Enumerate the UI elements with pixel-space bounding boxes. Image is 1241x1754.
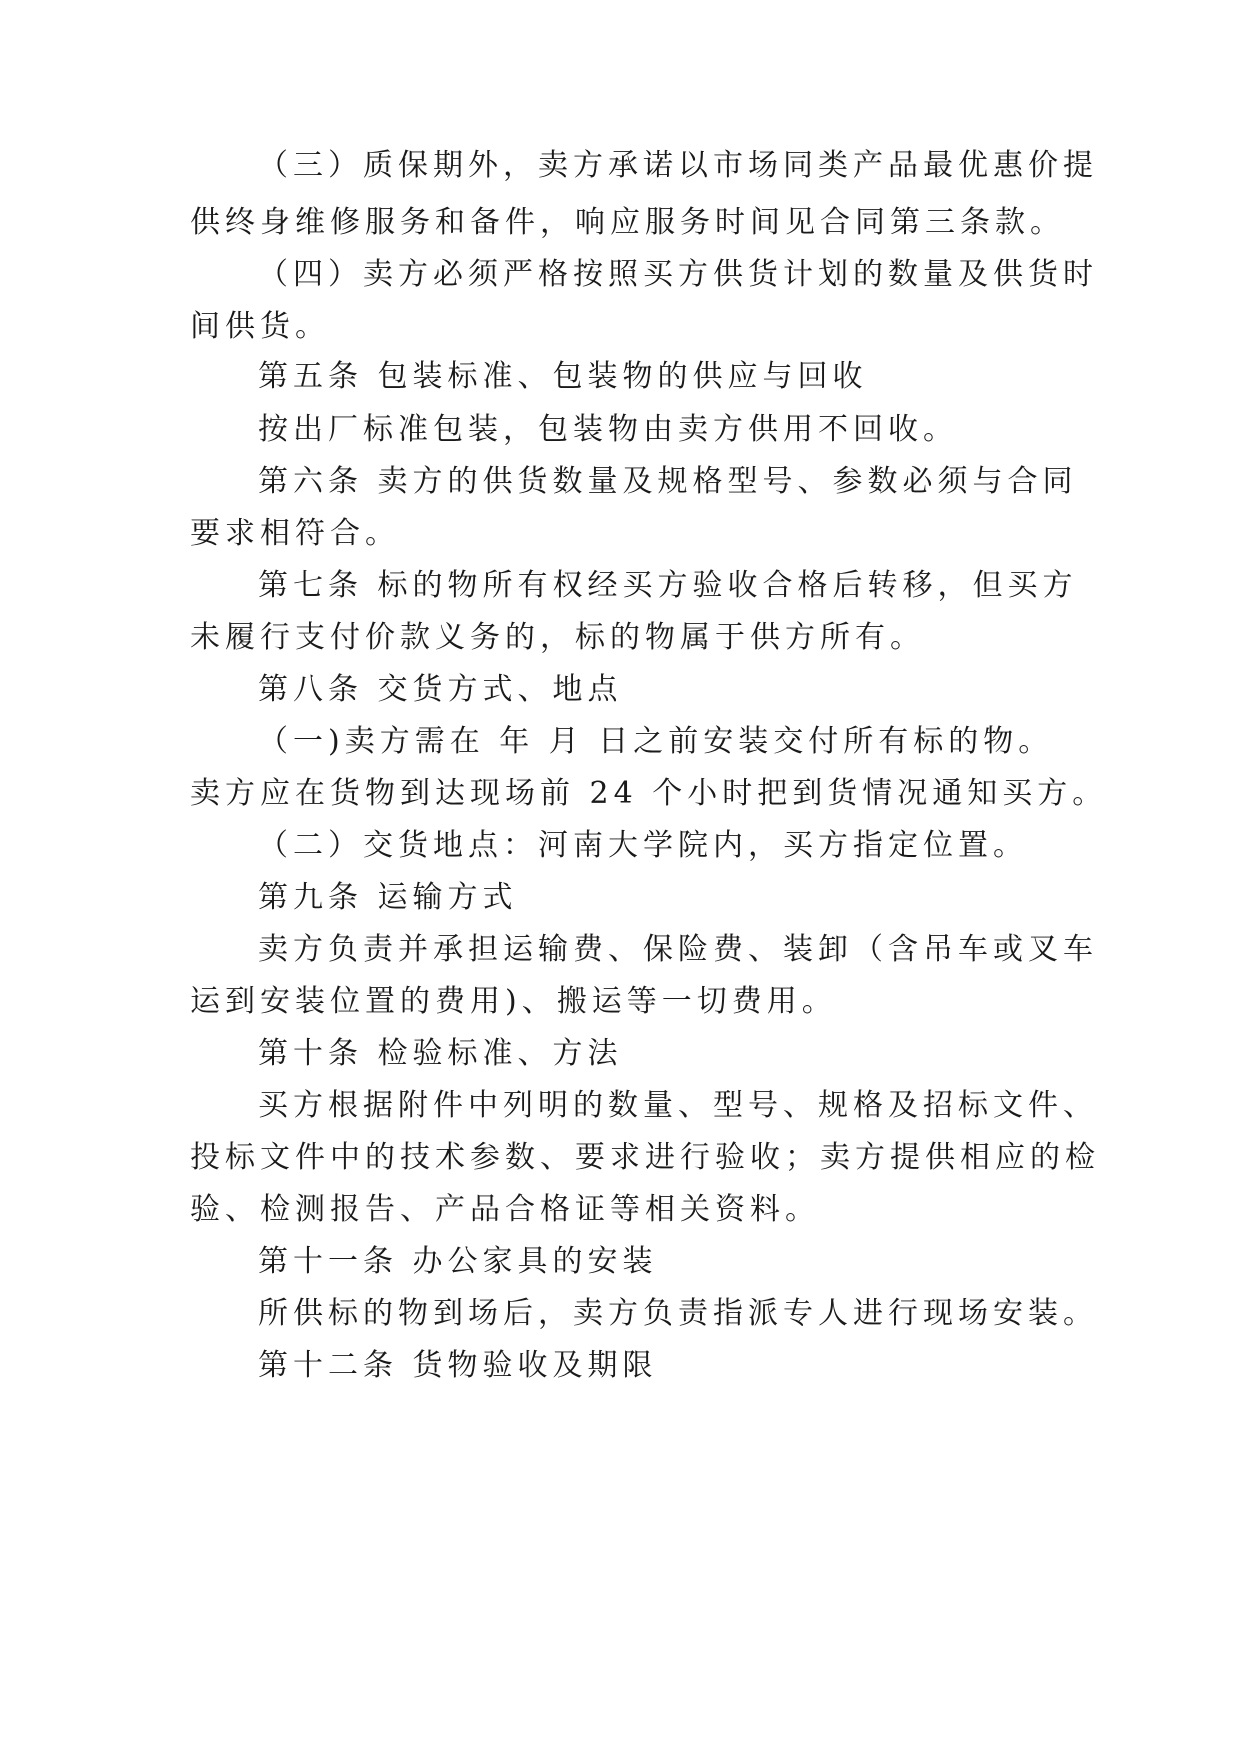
article-5-body: 按出厂标准包装，包装物由卖方供用不回收。 xyxy=(258,412,958,447)
paragraph-warranty-3-line-2: 供终身维修服务和备件，响应服务时间见合同第三条款。 xyxy=(190,205,1065,240)
paragraph-warranty-3-line-1: （三）质保期外，卖方承诺以市场同类产品最优惠价提 xyxy=(258,148,1098,183)
article-7-line-2: 未履行支付价款义务的，标的物属于供方所有。 xyxy=(190,620,925,655)
article-8-item-1-line-1: （一)卖方需在 年 月 日之前安装交付所有标的物。 xyxy=(258,724,1054,759)
article-10-heading: 第十条 检验标准、方法 xyxy=(258,1036,623,1071)
article-8-item-2: （二）交货地点：河南大学院内，买方指定位置。 xyxy=(258,828,1028,863)
article-9-heading: 第九条 运输方式 xyxy=(258,880,518,915)
article-6-line-2: 要求相符合。 xyxy=(190,516,400,551)
article-8-item-1-line-2: 卖方应在货物到达现场前 24 个小时把到货情况通知买方。 xyxy=(190,776,1108,811)
article-9-body-line-2: 运到安装位置的费用)、搬运等一切费用。 xyxy=(190,984,837,1019)
article-12-heading: 第十二条 货物验收及期限 xyxy=(258,1348,658,1383)
article-11-body: 所供标的物到场后，卖方负责指派专人进行现场安装。 xyxy=(258,1296,1098,1331)
article-5-heading: 第五条 包装标准、包装物的供应与回收 xyxy=(258,359,868,394)
paragraph-warranty-4-line-1: （四）卖方必须严格按照买方供货计划的数量及供货时 xyxy=(258,257,1098,292)
article-10-body-line-3: 验、检测报告、产品合格证等相关资料。 xyxy=(190,1192,820,1227)
article-7-line-1: 第七条 标的物所有权经买方验收合格后转移，但买方 xyxy=(258,568,1078,603)
article-10-body-line-1: 买方根据附件中列明的数量、型号、规格及招标文件、 xyxy=(258,1088,1098,1123)
article-10-body-line-2: 投标文件中的技术参数、要求进行验收；卖方提供相应的检 xyxy=(190,1140,1100,1175)
article-11-heading: 第十一条 办公家具的安装 xyxy=(258,1244,658,1279)
paragraph-warranty-4-line-2: 间供货。 xyxy=(190,309,330,344)
article-9-body-line-1: 卖方负责并承担运输费、保险费、装卸（含吊车或叉车 xyxy=(258,932,1098,967)
article-8-heading: 第八条 交货方式、地点 xyxy=(258,672,623,707)
article-6-line-1: 第六条 卖方的供货数量及规格型号、参数必须与合同 xyxy=(258,464,1078,499)
